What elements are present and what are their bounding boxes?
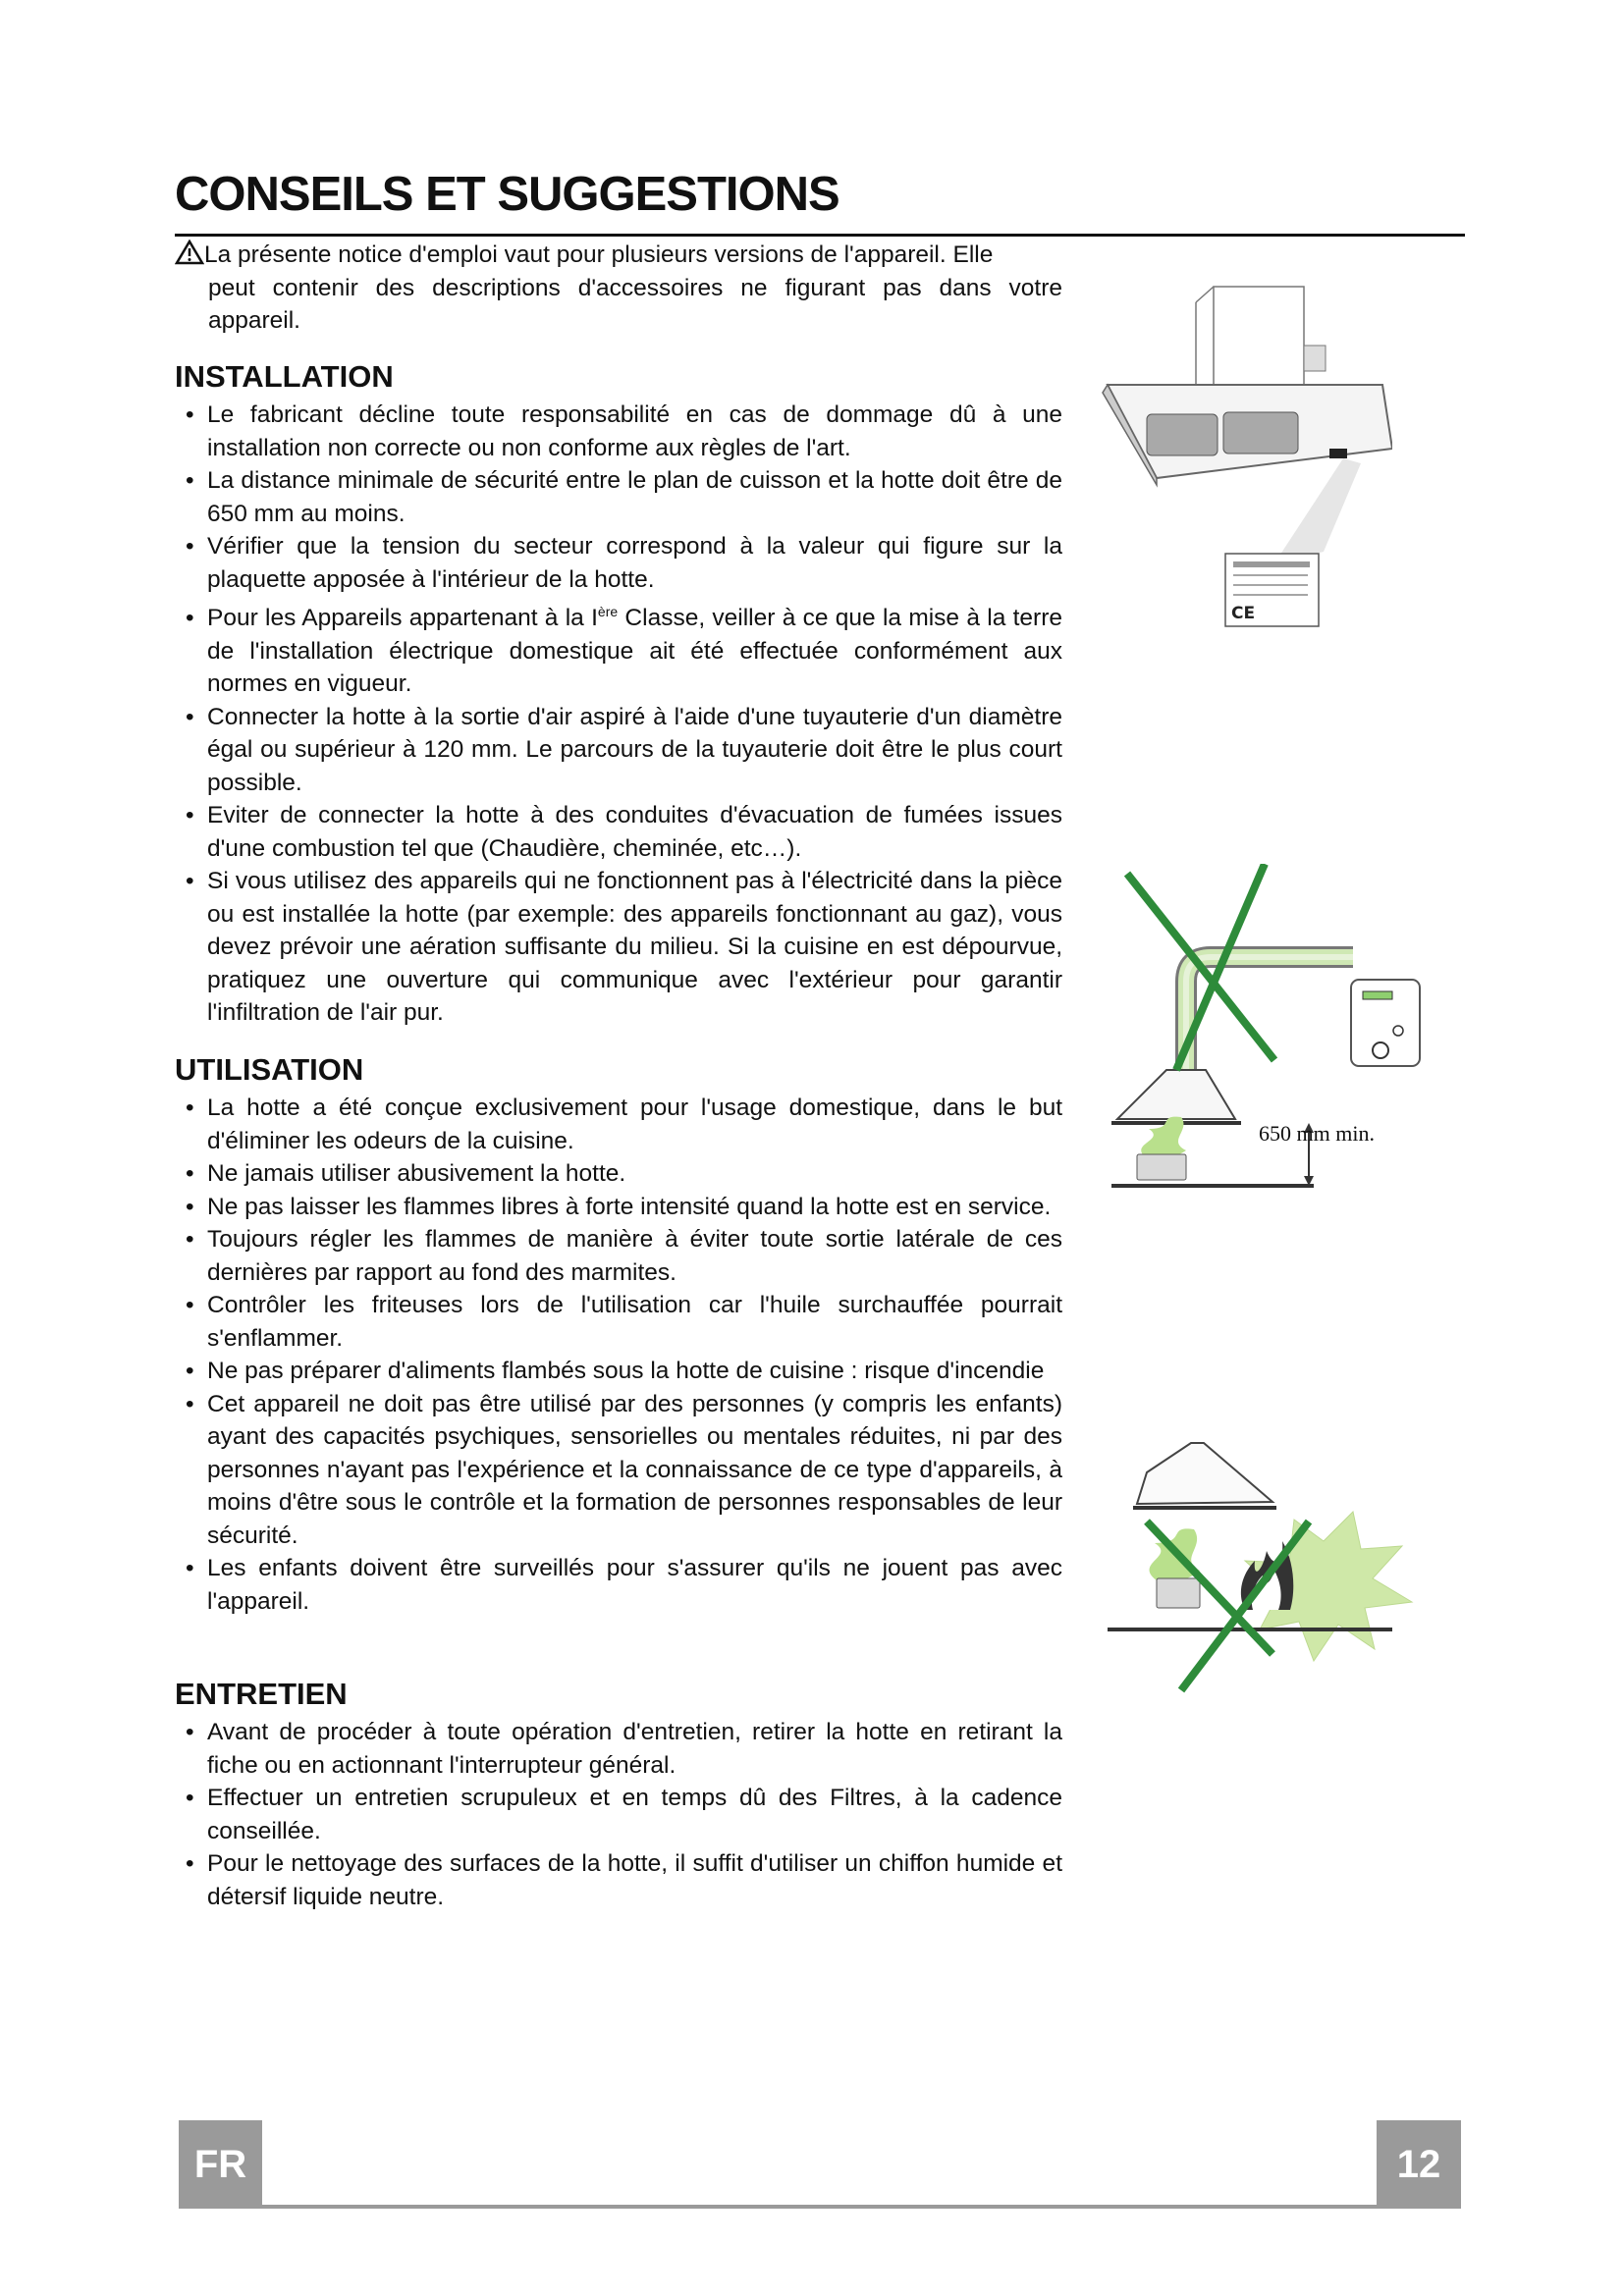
title-divider [175, 234, 1465, 237]
list-item: • Les enfants doivent être surveillés pour s'assurer qu'ils ne jouent pas avec l'appareil. [175, 1552, 1062, 1618]
list-item: • Ne jamais utiliser abusivement la hotte. [175, 1157, 1062, 1191]
list-item: • Eviter de connecter la hotte à des conduites d'évacuation de fumées issues d'une combustion tel que (Chaudière, cheminée, etc…). [175, 799, 1062, 865]
notice-paragraph [175, 239, 1062, 338]
installation-list [175, 399, 1062, 1030]
figure-no-flambe [1098, 1433, 1432, 1698]
list-item: • La distance minimale de sécurité entre le plan de cuisson et la hotte doit être de 650 mm au moins. [175, 464, 1062, 530]
list-item: • Contrôler les friteuses lors de l'utilisation car l'huile surchauffée pourrait s'enflammer. [175, 1289, 1062, 1355]
page-number: 12 [1377, 2120, 1461, 2209]
list-item: • Si vous utilisez des appareils qui ne fonctionnent pas à l'électricité dans la pièce ou est installée la hotte (par exemple: des appareils fonctionnant au gaz), vous devez prévoir une aération suffisante du milieu. Si la cuisine en est dépourvue, pratiquez une ouverture qui communique avec l'extérieur pour garantir l'infiltration de l'air pur. [175, 865, 1062, 1030]
distance-label: 650 mm min. [1259, 1121, 1375, 1146]
superscript: ère [597, 604, 619, 619]
section-heading-utilisation: UTILISATION [175, 1052, 364, 1087]
hood-rating-plate-illustration [1098, 277, 1392, 650]
list-item: • La hotte a été conçue exclusivement pour l'usage domestique, dans le but d'éliminer les odeurs de la cuisine. [175, 1092, 1062, 1157]
bullet: • [186, 1193, 194, 1220]
bullet: • [186, 1358, 194, 1384]
list-item: • Ne pas préparer d'aliments flambés sous la hotte de cuisine : risque d'incendie [175, 1355, 1062, 1388]
bullet: • [186, 1160, 194, 1187]
minimum-distance-illustration [1098, 864, 1432, 1198]
warning-triangle-icon [175, 240, 204, 265]
section-heading-entretien: ENTRETIEN [175, 1677, 348, 1711]
list-item: • Vérifier que la tension du secteur correspond à la valeur qui figure sur la plaquette apposée à l'intérieur de la hotte. [175, 530, 1062, 596]
bullet: • [186, 1555, 194, 1581]
bullet: • [186, 703, 194, 730]
list-item: • Le fabricant décline toute responsabilité en cas de dommage dû à une installation non correcte ou non conforme aux règles de l'art. [175, 399, 1062, 464]
list-item: • Avant de procéder à toute opération d'entretien, retirer la hotte en retirant la fiche ou en actionnant l'interrupteur général. [175, 1716, 1062, 1782]
notice-continuation: peut contenir des descriptions d'accessoires ne figurant pas dans votre appareil. [208, 274, 1062, 334]
language-badge: FR [179, 2120, 262, 2209]
bullet: • [186, 1785, 194, 1811]
list-item: • Pour le nettoyage des surfaces de la hotte, il suffit d'utiliser un chiffon humide et détersif liquide neutre. [175, 1847, 1062, 1913]
bullet: • [186, 1226, 194, 1253]
entretien-list [175, 1716, 1062, 1913]
bullet: • [186, 1292, 194, 1318]
list-item: • Effectuer un entretien scrupuleux et en temps dû des Filtres, à la cadence conseillée. [175, 1782, 1062, 1847]
bullet: • [186, 1850, 194, 1877]
bullet: • [186, 802, 194, 829]
svg-text:CE: CE [1231, 604, 1256, 623]
notice-first-line: La présente notice d'emploi vaut pour plusieurs versions de l'appareil. Elle [204, 241, 994, 268]
list-item: • Ne pas laisser les flammes libres à forte intensité quand la hotte est en service. [175, 1191, 1062, 1224]
list-item: • Pour les Appareils appartenant à la Ière Classe, veiller à ce que la mise à la terre de l'installation électrique domestique ait été effectuée conformément aux normes en vigueur. [186, 604, 1063, 698]
section-installation [175, 357, 1062, 1030]
utilisation-list [175, 1092, 1062, 1618]
bullet: • [186, 533, 194, 560]
list-item: • Toujours régler les flammes de manière à éviter toute sortie latérale de ces dernières par rapport au fond des marmites. [175, 1223, 1062, 1289]
bullet: • [186, 1719, 194, 1745]
section-utilisation [175, 1050, 1062, 1618]
figure-hood-rating-plate [1098, 277, 1392, 650]
bullet: • [186, 868, 194, 895]
bullet: • [186, 467, 194, 494]
no-flambe-illustration [1098, 1433, 1432, 1698]
section-heading-installation: INSTALLATION [175, 359, 394, 394]
bullet: • [186, 401, 194, 428]
list-item: • Connecter la hotte à la sortie d'air aspiré à l'aide d'une tuyauterie d'un diamètre égal ou supérieur à 120 mm. Le parcours de la tuyauterie doit être le plus court possible. [175, 701, 1062, 800]
page-title: CONSEILS ET SUGGESTIONS [175, 168, 839, 221]
section-entretien [175, 1675, 1062, 1913]
bullet: • [186, 605, 194, 632]
footer-rule [179, 2205, 1461, 2209]
bullet: • [186, 1095, 194, 1121]
bullet: • [186, 1390, 194, 1417]
list-item: • Cet appareil ne doit pas être utilisé par des personnes (y compris les enfants) ayant des capacités psychiques, sensorielles ou mentales réduites, ni par des personnes n'ayant pas l'expérience et la connaissance de ce type d'appareils, à moins d'être sous le contrôle et la formation de personnes responsables de leur sécurité. [175, 1388, 1062, 1553]
figure-minimum-distance [1098, 864, 1432, 1198]
